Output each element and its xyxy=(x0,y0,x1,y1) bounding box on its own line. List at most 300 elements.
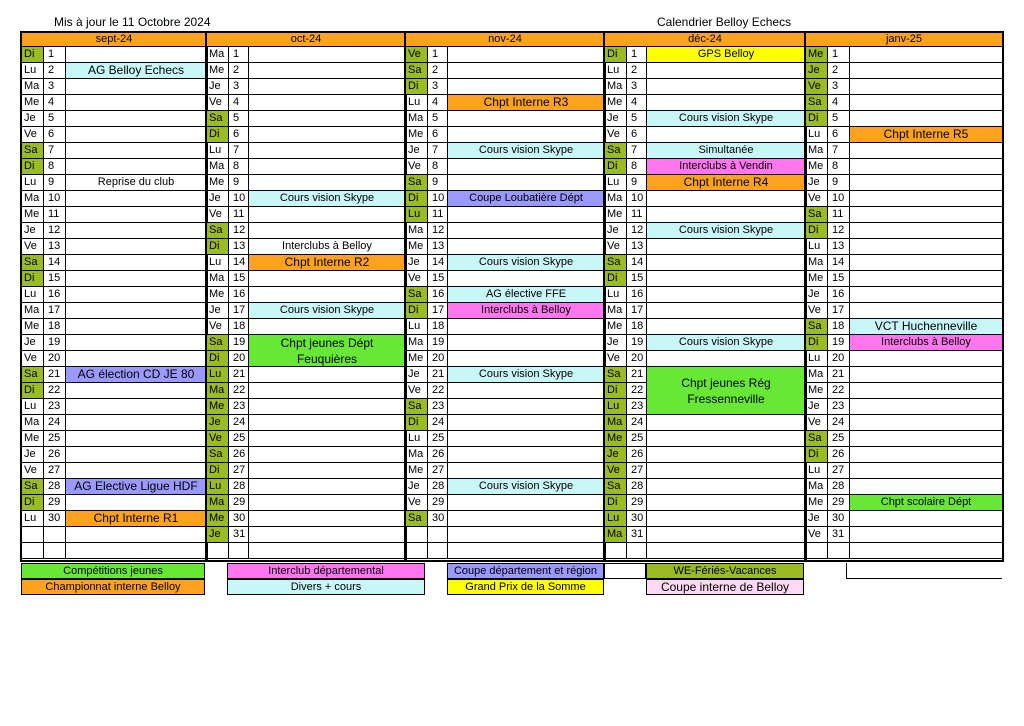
day-of-week xyxy=(22,543,44,558)
day-row xyxy=(207,175,405,191)
day-of-week: Me xyxy=(406,463,428,478)
day-number: 28 xyxy=(428,479,448,494)
day-row xyxy=(406,239,604,255)
day-number: 19 xyxy=(44,335,66,350)
day-number: 31 xyxy=(627,527,647,542)
month-column xyxy=(603,47,807,562)
day-number: 10 xyxy=(828,191,850,206)
legend-item: Compétitions jeunes xyxy=(21,563,205,579)
day-of-week: Lu xyxy=(207,479,229,494)
day-row xyxy=(806,47,1002,63)
day-of-week: Je xyxy=(207,191,229,206)
day-row xyxy=(605,431,805,447)
day-row xyxy=(207,127,405,143)
day-number: 19 xyxy=(229,335,249,350)
day-of-week: Ve xyxy=(207,95,229,110)
day-number: 14 xyxy=(627,255,647,270)
day-row xyxy=(22,415,206,431)
day-number: 5 xyxy=(44,111,66,126)
day-row xyxy=(22,383,206,399)
day-row xyxy=(22,111,206,127)
day-number: 10 xyxy=(627,191,647,206)
day-of-week: Ma xyxy=(406,223,428,238)
day-row xyxy=(605,79,805,95)
day-of-week: Ve xyxy=(605,127,627,142)
day-number: 17 xyxy=(627,303,647,318)
day-number: 20 xyxy=(428,351,448,366)
day-row xyxy=(406,447,604,463)
day-of-week: Di xyxy=(22,159,44,174)
calendar-event: Interclubs à Belloy xyxy=(448,303,604,318)
day-row xyxy=(605,511,805,527)
day-row xyxy=(605,495,805,511)
day-row xyxy=(207,367,405,383)
day-row xyxy=(406,223,604,239)
day-number: 23 xyxy=(44,399,66,414)
day-of-week: Ma xyxy=(806,143,828,158)
day-row xyxy=(406,111,604,127)
day-of-week: Je xyxy=(406,367,428,382)
day-of-week: Lu xyxy=(406,431,428,446)
calendar-event: Chpt scolaire Dépt xyxy=(850,495,1002,510)
day-row xyxy=(806,287,1002,303)
day-of-week: Sa xyxy=(406,287,428,302)
calendar-event: Cours vision Skype xyxy=(249,303,405,318)
day-of-week: Di xyxy=(806,447,828,462)
day-number: 15 xyxy=(428,271,448,286)
day-row xyxy=(806,207,1002,223)
day-number: 23 xyxy=(229,399,249,414)
day-of-week: Di xyxy=(406,191,428,206)
day-number: 2 xyxy=(828,63,850,78)
day-of-week: Lu xyxy=(22,511,44,526)
day-row xyxy=(207,159,405,175)
day-number: 22 xyxy=(229,383,249,398)
day-row xyxy=(806,367,1002,383)
day-number: 11 xyxy=(229,207,249,222)
day-row xyxy=(605,463,805,479)
day-of-week: Ve xyxy=(605,239,627,254)
day-of-week: Je xyxy=(806,287,828,302)
day-row xyxy=(207,415,405,431)
day-row xyxy=(406,431,604,447)
day-number: 4 xyxy=(229,95,249,110)
day-of-week: Di xyxy=(406,79,428,94)
day-number: 16 xyxy=(229,287,249,302)
day-number: 9 xyxy=(828,175,850,190)
day-row xyxy=(806,271,1002,287)
day-of-week: Ma xyxy=(207,159,229,174)
day-number: 26 xyxy=(627,447,647,462)
day-number: 6 xyxy=(828,127,850,142)
day-row xyxy=(207,79,405,95)
day-row xyxy=(22,223,206,239)
day-row xyxy=(806,383,1002,399)
day-of-week: Me xyxy=(207,399,229,414)
day-row xyxy=(406,319,604,335)
day-of-week: Ma xyxy=(207,271,229,286)
day-number: 19 xyxy=(627,335,647,350)
day-number: 17 xyxy=(44,303,66,318)
day-of-week: Je xyxy=(207,415,229,430)
day-number: 13 xyxy=(828,239,850,254)
day-of-week: Sa xyxy=(406,63,428,78)
day-of-week: Ma xyxy=(806,479,828,494)
day-of-week: Ma xyxy=(22,191,44,206)
day-of-week: Sa xyxy=(605,143,627,158)
day-number: 16 xyxy=(44,287,66,302)
day-number: 18 xyxy=(229,319,249,334)
day-row xyxy=(22,303,206,319)
day-of-week: Di xyxy=(22,47,44,62)
day-row xyxy=(22,495,206,511)
day-row xyxy=(806,527,1002,543)
day-number: 5 xyxy=(627,111,647,126)
month-header: nov-24 xyxy=(404,31,606,47)
day-row xyxy=(22,143,206,159)
day-number: 22 xyxy=(627,383,647,398)
day-of-week: Ma xyxy=(406,447,428,462)
legend-spacer xyxy=(604,563,646,579)
day-of-week: Di xyxy=(806,223,828,238)
day-of-week: Sa xyxy=(207,447,229,462)
day-number: 18 xyxy=(428,319,448,334)
day-number: 1 xyxy=(828,47,850,62)
day-row xyxy=(207,543,405,559)
calendar-event: AG Elective Ligue HDF xyxy=(66,479,206,494)
day-row xyxy=(207,143,405,159)
day-row xyxy=(207,223,405,239)
day-of-week: Di xyxy=(806,335,828,350)
day-of-week: Me xyxy=(207,63,229,78)
day-number: 12 xyxy=(229,223,249,238)
day-of-week: Je xyxy=(605,223,627,238)
day-number: 13 xyxy=(627,239,647,254)
day-number: 29 xyxy=(828,495,850,510)
day-row xyxy=(207,47,405,63)
day-number: 30 xyxy=(627,511,647,526)
day-of-week: Me xyxy=(806,271,828,286)
day-of-week: Sa xyxy=(806,95,828,110)
day-number: 23 xyxy=(627,399,647,414)
month-header: janv-25 xyxy=(804,31,1004,47)
day-of-week: Lu xyxy=(207,143,229,158)
day-of-week: Ma xyxy=(806,367,828,382)
calendar-title: Calendrier Belloy Echecs xyxy=(657,15,792,29)
day-of-week: Lu xyxy=(605,399,627,414)
day-row xyxy=(806,479,1002,495)
day-number: 13 xyxy=(428,239,448,254)
day-row xyxy=(406,159,604,175)
day-row xyxy=(207,271,405,287)
day-number: 27 xyxy=(428,463,448,478)
day-of-week: Sa xyxy=(806,319,828,334)
day-row xyxy=(22,191,206,207)
month-column xyxy=(804,47,1004,562)
day-row xyxy=(406,79,604,95)
day-number: 2 xyxy=(229,63,249,78)
day-number: 5 xyxy=(428,111,448,126)
day-of-week: Sa xyxy=(406,175,428,190)
day-row xyxy=(806,111,1002,127)
day-number: 23 xyxy=(828,399,850,414)
day-of-week: Ma xyxy=(806,255,828,270)
day-number: 24 xyxy=(428,415,448,430)
calendar-event: Cours vision Skype xyxy=(448,143,604,158)
day-of-week: Sa xyxy=(22,479,44,494)
calendar-event: Chpt Interne R2 xyxy=(249,255,405,270)
day-row xyxy=(605,127,805,143)
day-row xyxy=(22,207,206,223)
day-of-week: Me xyxy=(605,207,627,222)
day-of-week: Je xyxy=(806,175,828,190)
day-row xyxy=(406,335,604,351)
day-number: 9 xyxy=(428,175,448,190)
day-number: 1 xyxy=(627,47,647,62)
day-number: 30 xyxy=(229,511,249,526)
day-number: 22 xyxy=(828,383,850,398)
calendar-event: Interclubs à Vendin xyxy=(647,159,805,174)
day-of-week: Me xyxy=(406,127,428,142)
calendar-event: Cours vision Skype xyxy=(448,255,604,270)
day-of-week: Sa xyxy=(207,111,229,126)
day-number: 1 xyxy=(428,47,448,62)
day-of-week: Me xyxy=(806,383,828,398)
day-number: 27 xyxy=(229,463,249,478)
day-row xyxy=(605,95,805,111)
calendar-event: Simultanée xyxy=(647,143,805,158)
day-number: 28 xyxy=(828,479,850,494)
day-row xyxy=(22,543,206,559)
day-number: 19 xyxy=(428,335,448,350)
day-number: 11 xyxy=(428,207,448,222)
day-number: 8 xyxy=(44,159,66,174)
day-of-week: Ve xyxy=(207,207,229,222)
calendar-event: Chpt Interne R4 xyxy=(647,175,805,190)
day-row xyxy=(22,127,206,143)
day-number: 17 xyxy=(828,303,850,318)
day-number: 24 xyxy=(828,415,850,430)
day-number: 11 xyxy=(627,207,647,222)
day-row xyxy=(207,287,405,303)
day-of-week: Me xyxy=(22,319,44,334)
day-row xyxy=(605,239,805,255)
day-of-week: Me xyxy=(806,495,828,510)
day-row xyxy=(22,431,206,447)
day-of-week: Sa xyxy=(406,399,428,414)
day-number: 12 xyxy=(828,223,850,238)
day-number: 25 xyxy=(229,431,249,446)
day-of-week: Sa xyxy=(605,479,627,494)
day-of-week: Me xyxy=(806,159,828,174)
day-number: 3 xyxy=(428,79,448,94)
day-row xyxy=(406,175,604,191)
day-row xyxy=(207,207,405,223)
day-of-week: Ve xyxy=(22,463,44,478)
day-number: 8 xyxy=(828,159,850,174)
day-of-week: Me xyxy=(406,239,428,254)
day-row xyxy=(806,79,1002,95)
day-number: 13 xyxy=(229,239,249,254)
day-of-week: Lu xyxy=(806,351,828,366)
day-row xyxy=(207,431,405,447)
day-number: 1 xyxy=(229,47,249,62)
day-number xyxy=(428,527,448,542)
month-header: déc-24 xyxy=(603,31,807,47)
calendar-event: Reprise du club xyxy=(66,175,206,190)
day-number: 14 xyxy=(44,255,66,270)
day-of-week: Lu xyxy=(605,511,627,526)
day-of-week: Ve xyxy=(22,351,44,366)
day-row xyxy=(605,191,805,207)
day-of-week: Ve xyxy=(406,383,428,398)
day-number: 15 xyxy=(229,271,249,286)
day-of-week: Je xyxy=(207,527,229,542)
day-row xyxy=(22,271,206,287)
day-of-week: Lu xyxy=(806,463,828,478)
day-row xyxy=(406,271,604,287)
day-of-week: Ve xyxy=(806,303,828,318)
day-row xyxy=(207,63,405,79)
day-number: 6 xyxy=(627,127,647,142)
day-number: 28 xyxy=(229,479,249,494)
day-row xyxy=(806,399,1002,415)
day-row xyxy=(806,159,1002,175)
day-number: 26 xyxy=(229,447,249,462)
day-of-week: Je xyxy=(207,79,229,94)
day-of-week: Je xyxy=(806,511,828,526)
day-number: 25 xyxy=(428,431,448,446)
day-row xyxy=(406,415,604,431)
day-row xyxy=(605,447,805,463)
day-row xyxy=(22,527,206,543)
day-number: 18 xyxy=(828,319,850,334)
day-of-week: Lu xyxy=(806,239,828,254)
day-of-week: Sa xyxy=(605,255,627,270)
day-number: 21 xyxy=(229,367,249,382)
day-row xyxy=(806,191,1002,207)
day-number: 7 xyxy=(627,143,647,158)
calendar-event: GPS Belloy xyxy=(647,47,805,62)
day-number: 27 xyxy=(627,463,647,478)
day-row xyxy=(22,351,206,367)
day-number: 2 xyxy=(627,63,647,78)
day-of-week: Di xyxy=(22,271,44,286)
legend-item: Coupe interne de Belloy xyxy=(646,579,804,595)
day-number: 16 xyxy=(627,287,647,302)
day-number: 31 xyxy=(828,527,850,542)
month-column xyxy=(20,47,208,562)
day-number: 12 xyxy=(627,223,647,238)
calendar-event: VCT Huchenneville xyxy=(850,319,1002,334)
day-row xyxy=(207,495,405,511)
day-number xyxy=(44,527,66,542)
day-of-week: Ve xyxy=(406,271,428,286)
day-row xyxy=(406,463,604,479)
day-number: 7 xyxy=(44,143,66,158)
day-row xyxy=(806,95,1002,111)
day-of-week: Lu xyxy=(605,63,627,78)
day-of-week: Lu xyxy=(22,287,44,302)
day-of-week: Di xyxy=(605,495,627,510)
day-number: 3 xyxy=(828,79,850,94)
day-number: 19 xyxy=(828,335,850,350)
day-number: 6 xyxy=(44,127,66,142)
day-number: 4 xyxy=(627,95,647,110)
day-number: 3 xyxy=(229,79,249,94)
day-row xyxy=(806,543,1002,559)
day-number: 28 xyxy=(627,479,647,494)
calendar-event: Chpt Interne R3 xyxy=(448,95,604,110)
day-number: 20 xyxy=(44,351,66,366)
day-row xyxy=(22,463,206,479)
day-row xyxy=(22,287,206,303)
day-of-week: Me xyxy=(22,207,44,222)
day-of-week: Ma xyxy=(207,383,229,398)
day-number: 4 xyxy=(828,95,850,110)
day-number: 30 xyxy=(428,511,448,526)
day-of-week: Sa xyxy=(207,335,229,350)
day-row xyxy=(22,319,206,335)
day-of-week: Sa xyxy=(806,207,828,222)
day-row xyxy=(207,511,405,527)
day-row xyxy=(22,255,206,271)
day-row xyxy=(207,95,405,111)
day-of-week: Ma xyxy=(406,111,428,126)
day-number: 17 xyxy=(229,303,249,318)
day-of-week: Lu xyxy=(605,287,627,302)
day-of-week: Me xyxy=(22,95,44,110)
day-number: 9 xyxy=(44,175,66,190)
calendar-event: Cours vision Skype xyxy=(448,367,604,382)
day-of-week: Di xyxy=(406,415,428,430)
day-number: 21 xyxy=(428,367,448,382)
day-row xyxy=(406,527,604,543)
day-of-week: Ve xyxy=(605,463,627,478)
day-of-week: Me xyxy=(207,175,229,190)
day-row xyxy=(605,351,805,367)
day-number: 18 xyxy=(627,319,647,334)
update-date: Mis à jour le 11 Octobre 2024 xyxy=(54,15,211,29)
day-of-week: Ve xyxy=(806,527,828,542)
day-number: 3 xyxy=(627,79,647,94)
day-number: 24 xyxy=(44,415,66,430)
day-row xyxy=(605,415,805,431)
day-row xyxy=(806,143,1002,159)
day-number: 21 xyxy=(627,367,647,382)
day-of-week: Je xyxy=(806,399,828,414)
day-row xyxy=(806,303,1002,319)
day-number: 14 xyxy=(428,255,448,270)
day-number: 10 xyxy=(428,191,448,206)
day-of-week: Lu xyxy=(22,399,44,414)
day-number: 7 xyxy=(428,143,448,158)
day-of-week: Ma xyxy=(605,527,627,542)
day-number: 27 xyxy=(44,463,66,478)
day-of-week: Je xyxy=(207,303,229,318)
legend-item: WE-Fériés-Vacances xyxy=(646,563,804,579)
day-of-week: Di xyxy=(605,159,627,174)
day-row xyxy=(605,255,805,271)
day-number: 21 xyxy=(828,367,850,382)
day-number: 25 xyxy=(828,431,850,446)
calendar-event: Interclubs à Belloy xyxy=(850,335,1002,350)
day-number: 27 xyxy=(828,463,850,478)
day-number: 3 xyxy=(44,79,66,94)
day-of-week: Lu xyxy=(806,127,828,142)
day-number: 25 xyxy=(44,431,66,446)
day-of-week: Di xyxy=(806,111,828,126)
